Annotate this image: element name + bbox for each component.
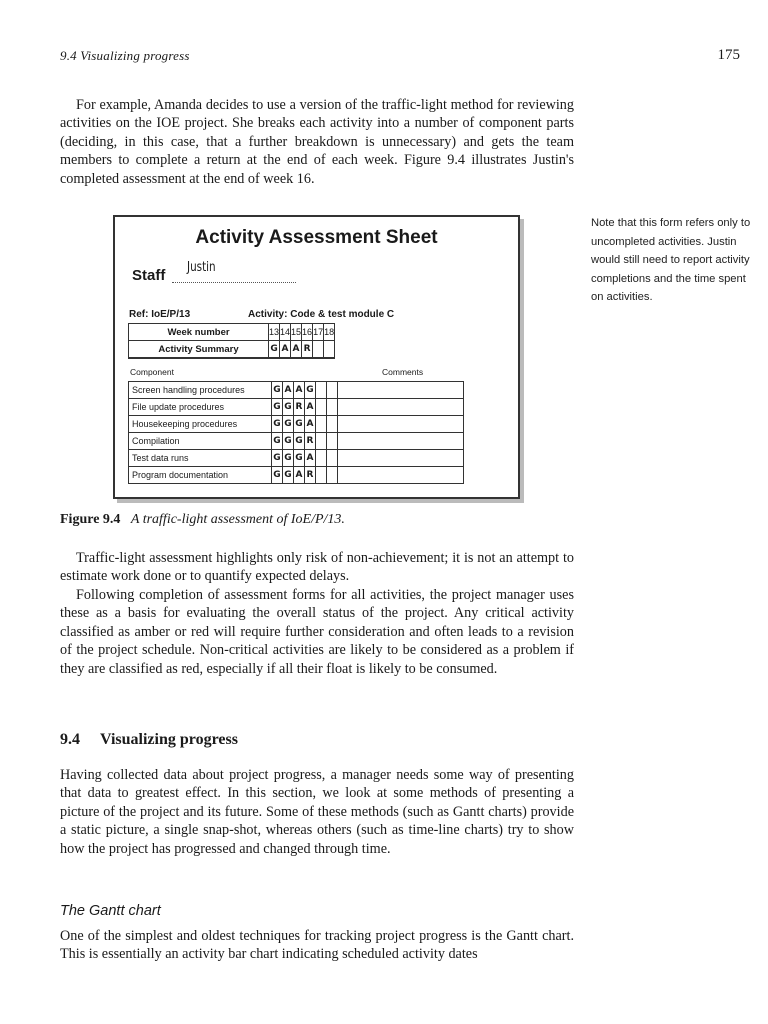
week-cell: 17 — [313, 324, 324, 341]
side-note: Note that this form refers only to uncompleted activities. Justin would still need to report activity completions and the time spent on activities. — [591, 217, 751, 304]
form-ref: Ref: IoE/P/13 — [129, 309, 191, 320]
summary-mark — [324, 341, 335, 359]
form-title: Activity Assessment Sheet — [195, 227, 438, 248]
component-row — [129, 433, 464, 450]
component-mark: R — [305, 467, 316, 484]
component-mark: G — [272, 467, 283, 484]
staff-line — [172, 282, 296, 283]
comment-cell — [338, 382, 464, 399]
running-head: 9.4 Visualizing progress — [60, 48, 190, 63]
component-mark: G — [294, 416, 305, 433]
week-row — [129, 324, 335, 341]
paragraph-intro — [60, 96, 574, 188]
component-mark: G — [294, 450, 305, 467]
component-mark — [327, 416, 338, 433]
component-mark: G — [283, 399, 294, 416]
component-mark — [316, 399, 327, 416]
summary-label: Activity Summary — [129, 341, 269, 359]
component-mark — [316, 433, 327, 450]
paragraph-2-text: Traffic-light assessment highlights only risk of non-achievement; it is not an attempt to estimate work done or to quantify expected delays. — [60, 550, 574, 585]
component-mark — [327, 399, 338, 416]
component-mark: G — [305, 382, 316, 399]
component-name: Program documentation — [129, 467, 272, 484]
component-name: Compilation — [129, 433, 272, 450]
comment-cell — [338, 399, 464, 416]
week-label: Week number — [129, 324, 269, 341]
summary-mark: A — [280, 341, 291, 359]
component-mark — [327, 467, 338, 484]
component-mark — [327, 382, 338, 399]
component-label: Component — [130, 367, 174, 377]
component-mark: R — [294, 399, 305, 416]
component-row — [129, 399, 464, 416]
component-mark: G — [272, 399, 283, 416]
component-mark: A — [305, 416, 316, 433]
component-mark: G — [283, 433, 294, 450]
staff-label: Staff — [132, 267, 166, 284]
component-mark: G — [272, 416, 283, 433]
comment-cell — [338, 416, 464, 433]
component-mark — [316, 416, 327, 433]
component-mark: R — [305, 433, 316, 450]
component-name: Test data runs — [129, 450, 272, 467]
page-number: 175 — [717, 47, 740, 63]
component-mark: A — [283, 382, 294, 399]
component-table — [128, 381, 464, 484]
paragraph-intro-text: For example, Amanda decides to use a version of the traffic-light method for reviewing activities on the IOE project. She breaks each activity into a number of component parts (deciding, in this case, that a further breakdown is unnecessary) and gets the team members to complete a return at the end of each week. Figure 9.4 illustrates Justin's completed assessment at the end of week 16. — [60, 97, 574, 187]
summary-mark: G — [269, 341, 280, 359]
component-mark: A — [305, 450, 316, 467]
component-row — [129, 416, 464, 433]
summary-mark: A — [291, 341, 302, 359]
component-mark — [316, 382, 327, 399]
comment-cell — [338, 450, 464, 467]
component-mark — [316, 467, 327, 484]
assessment-form — [113, 215, 520, 499]
component-mark: G — [272, 450, 283, 467]
component-mark — [327, 450, 338, 467]
staff-name: Justin — [187, 260, 216, 275]
week-summary-table — [128, 323, 335, 359]
component-row — [129, 450, 464, 467]
comment-cell — [338, 467, 464, 484]
week-cell: 18 — [324, 324, 335, 341]
comments-label: Comments — [382, 367, 424, 377]
section-heading — [60, 731, 238, 749]
component-mark: G — [272, 433, 283, 450]
component-row — [129, 382, 464, 399]
form-activity: Activity: Code & test module C — [248, 309, 395, 320]
component-mark: A — [294, 382, 305, 399]
caption-label: Figure 9.4 — [60, 512, 121, 527]
component-mark: G — [283, 416, 294, 433]
component-mark: G — [272, 382, 283, 399]
component-mark: A — [305, 399, 316, 416]
component-mark: G — [294, 433, 305, 450]
summary-mark: R — [302, 341, 313, 359]
section-number: 9.4 — [60, 731, 80, 748]
week-cell: 16 — [302, 324, 313, 341]
component-name: Screen handling procedures — [129, 382, 272, 399]
paragraph-5: One of the simplest and oldest techniques for tracking project progress is the Gantt chart. This is essentially an activity bar chart indicating scheduled activity dates — [60, 928, 574, 963]
component-name: File update procedures — [129, 399, 272, 416]
summary-row — [129, 341, 335, 359]
paragraph-2 — [60, 549, 574, 586]
component-row — [129, 467, 464, 484]
comment-cell — [338, 433, 464, 450]
component-name: Housekeeping procedures — [129, 416, 272, 433]
section-title: Visualizing progress — [100, 731, 238, 748]
component-mark: A — [294, 467, 305, 484]
figure-caption — [60, 512, 345, 528]
caption-text: A traffic-light assessment of IoE/P/13. — [130, 512, 345, 527]
summary-mark — [313, 341, 324, 359]
week-cell: 15 — [291, 324, 302, 341]
component-mark: G — [283, 467, 294, 484]
component-mark: G — [283, 450, 294, 467]
week-cell: 14 — [280, 324, 291, 341]
component-mark — [316, 450, 327, 467]
week-cell: 13 — [269, 324, 280, 341]
paragraph-4: Having collected data about project progress, a manager needs some way of presenting that data to greatest effect. In this section, we look at some methods of presenting a picture of the project and its future. Some of these methods (such as Gantt charts) provide a static picture, a single snap-shot, whereas others (such as time-line charts) try to show how the project has progressed and changed through time. — [60, 767, 574, 857]
subsection-heading: The Gantt chart — [60, 903, 161, 919]
paragraph-3-text: Following completion of assessment forms for all activities, the project manager uses these as a basis for evaluating the overall status of the project. Any critical activity classified as amber or red will require further consideration and often leads to a revision of the project schedule. Non-critical activities are likely to be considered as a problem if they are classified as red, especially if all their float is likely to be consumed. — [60, 587, 574, 677]
component-mark — [327, 433, 338, 450]
paragraph-3 — [60, 586, 574, 678]
